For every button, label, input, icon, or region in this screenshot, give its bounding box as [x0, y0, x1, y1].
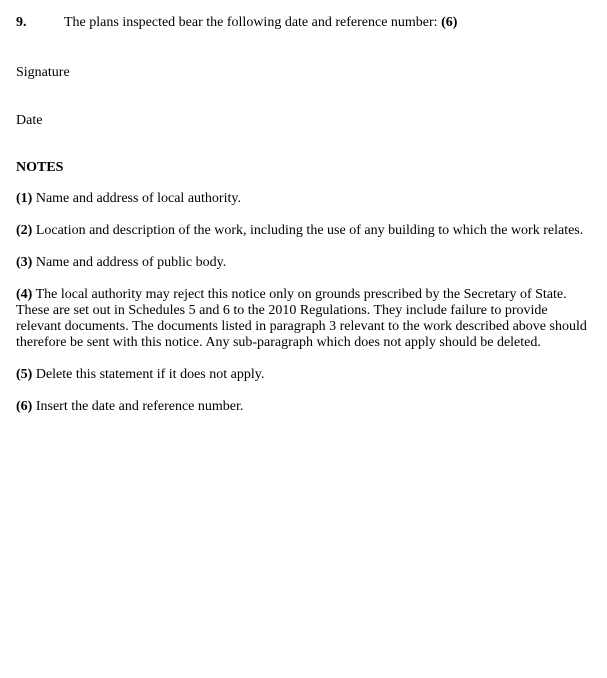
note-1-marker: (1) — [16, 191, 33, 206]
item-9-number: 9. — [16, 15, 27, 30]
note-5-text: Delete this statement if it does not apply. — [32, 367, 265, 382]
notes-heading: NOTES — [16, 160, 64, 175]
note-4 — [16, 287, 592, 351]
note-2 — [16, 223, 592, 239]
item-9-text — [64, 15, 457, 31]
date-label: Date — [16, 113, 43, 128]
item-9-ref: (6) — [441, 15, 458, 30]
note-4-text: The local authority may reject this notice only on grounds prescribed by the Secretary of State. These are set out in Schedules 5 and 6 to the 2010 Regulations. They include failure to provide relevant documents. The documents listed in paragraph 3 relevant to the work described above should therefore be sent with this notice. Any sub-paragraph which does not apply should be deleted. — [16, 287, 587, 350]
note-6-marker: (6) — [16, 399, 33, 414]
note-2-text: Location and description of the work, including the use of any building to which the work relates. — [32, 223, 584, 238]
item-9 — [16, 15, 607, 31]
note-5 — [16, 367, 592, 383]
item-9-body: The plans inspected bear the following date and reference number: — [64, 15, 442, 30]
note-1-text: Name and address of local authority. — [32, 191, 241, 206]
note-6 — [16, 399, 592, 415]
note-1 — [16, 191, 592, 207]
note-4-marker: (4) — [16, 287, 33, 302]
signature-label: Signature — [16, 65, 70, 80]
note-3-text: Name and address of public body. — [32, 255, 227, 270]
note-5-marker: (5) — [16, 367, 33, 382]
note-6-text: Insert the date and reference number. — [32, 399, 244, 414]
note-3 — [16, 255, 592, 271]
note-3-marker: (3) — [16, 255, 33, 270]
note-2-marker: (2) — [16, 223, 33, 238]
